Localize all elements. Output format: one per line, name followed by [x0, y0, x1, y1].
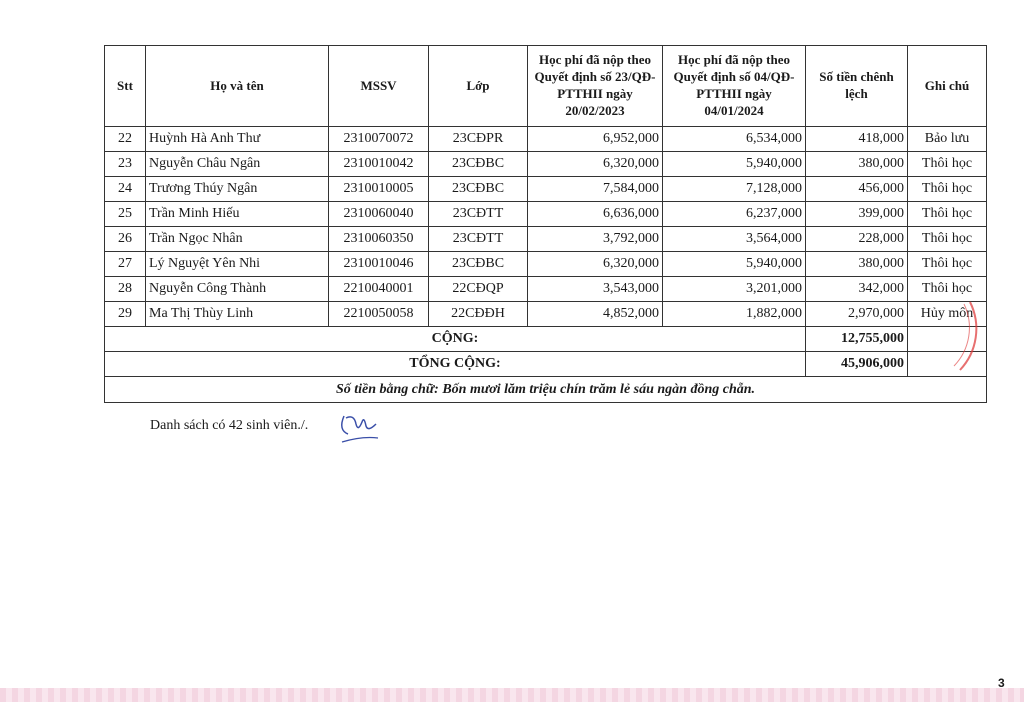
- table-cell: Thôi học: [908, 252, 987, 277]
- table-cell: 2310010042: [329, 152, 429, 177]
- subtotal-value: 12,755,000: [806, 327, 908, 352]
- table-cell: Trương Thúy Ngân: [146, 177, 329, 202]
- column-header: Học phí đã nộp theo Quyết định số 04/QĐ-PTTHII ngày 04/01/2024: [663, 46, 806, 127]
- table-cell: Ma Thị Thùy Linh: [146, 302, 329, 327]
- in-words-row: [105, 377, 987, 403]
- table-cell: 2310060040: [329, 202, 429, 227]
- subtotal-row: [105, 327, 987, 352]
- table-row: [105, 177, 987, 202]
- table-cell: 22CĐQP: [429, 277, 528, 302]
- table-cell: 3,543,000: [528, 277, 663, 302]
- page-number: 3: [998, 676, 1005, 690]
- table-cell: Nguyễn Châu Ngân: [146, 152, 329, 177]
- table-row: [105, 302, 987, 327]
- table-cell: 4,852,000: [528, 302, 663, 327]
- red-stamp-icon: [910, 300, 980, 380]
- table-cell: 27: [105, 252, 146, 277]
- column-header: Ghi chú: [908, 46, 987, 127]
- table-cell: 23CĐTT: [429, 202, 528, 227]
- table-cell: Thôi học: [908, 152, 987, 177]
- table-cell: 23CĐTT: [429, 227, 528, 252]
- total-label: TỔNG CỘNG:: [105, 352, 806, 377]
- table-cell: 5,940,000: [663, 252, 806, 277]
- table-cell: 6,952,000: [528, 127, 663, 152]
- table-cell: 2210040001: [329, 277, 429, 302]
- table-cell: 418,000: [806, 127, 908, 152]
- table-cell: 26: [105, 227, 146, 252]
- column-header: Số tiền chênh lệch: [806, 46, 908, 127]
- table-cell: Lý Nguyệt Yên Nhi: [146, 252, 329, 277]
- table-cell: 6,320,000: [528, 152, 663, 177]
- total-row: [105, 352, 987, 377]
- column-header: Lớp: [429, 46, 528, 127]
- table-cell: 3,201,000: [663, 277, 806, 302]
- subtotal-label: CỘNG:: [105, 327, 806, 352]
- table-cell: 380,000: [806, 252, 908, 277]
- table-cell: 22CĐĐH: [429, 302, 528, 327]
- table-cell: 3,564,000: [663, 227, 806, 252]
- table-cell: 22: [105, 127, 146, 152]
- table-row: [105, 227, 987, 252]
- column-header: Stt: [105, 46, 146, 127]
- column-header: Học phí đã nộp theo Quyết định số 23/QĐ-PTTHII ngày 20/02/2023: [528, 46, 663, 127]
- table-cell: 2310070072: [329, 127, 429, 152]
- table-cell: Huỳnh Hà Anh Thư: [146, 127, 329, 152]
- table-cell: 5,940,000: [663, 152, 806, 177]
- footer-band: [0, 688, 1024, 702]
- table-cell: 29: [105, 302, 146, 327]
- student-count-note: Danh sách có 42 sinh viên./.: [150, 418, 309, 433]
- table-cell: 6,636,000: [528, 202, 663, 227]
- table-row: [105, 127, 987, 152]
- table-cell: 25: [105, 202, 146, 227]
- table-row: [105, 152, 987, 177]
- column-header: Họ và tên: [146, 46, 329, 127]
- table-row: [105, 252, 987, 277]
- table-cell: Thôi học: [908, 277, 987, 302]
- fee-difference-table: [104, 45, 987, 403]
- table-header: [105, 46, 987, 127]
- table-cell: Trần Minh Hiếu: [146, 202, 329, 227]
- total-value: 45,906,000: [806, 352, 908, 377]
- table-cell: 23CĐBC: [429, 252, 528, 277]
- table-cell: 23CĐPR: [429, 127, 528, 152]
- table-cell: 2310010005: [329, 177, 429, 202]
- column-header: MSSV: [329, 46, 429, 127]
- table-cell: 342,000: [806, 277, 908, 302]
- table-cell: 6,534,000: [663, 127, 806, 152]
- table-cell: 456,000: [806, 177, 908, 202]
- table-cell: 7,128,000: [663, 177, 806, 202]
- table-cell: 2,970,000: [806, 302, 908, 327]
- table-cell: Nguyễn Công Thành: [146, 277, 329, 302]
- table-cell: Bảo lưu: [908, 127, 987, 152]
- table-cell: 6,237,000: [663, 202, 806, 227]
- amount-in-words: Số tiền bằng chữ: Bốn mươi lăm triệu chín trăm lẻ sáu ngàn đồng chẵn.: [105, 377, 987, 403]
- table-cell: 228,000: [806, 227, 908, 252]
- table-cell: 24: [105, 177, 146, 202]
- table-cell: 2310010046: [329, 252, 429, 277]
- table-row: [105, 277, 987, 302]
- table-cell: Thôi học: [908, 177, 987, 202]
- signature-icon: [336, 408, 386, 448]
- table-cell: 23: [105, 152, 146, 177]
- table-cell: 399,000: [806, 202, 908, 227]
- table-cell: 23CĐBC: [429, 152, 528, 177]
- table-cell: 2310060350: [329, 227, 429, 252]
- table-cell: 1,882,000: [663, 302, 806, 327]
- table-cell: Trần Ngọc Nhân: [146, 227, 329, 252]
- table-cell: 2210050058: [329, 302, 429, 327]
- table-row: [105, 202, 987, 227]
- table-cell: 380,000: [806, 152, 908, 177]
- table-cell: Thôi học: [908, 227, 987, 252]
- table-cell: 28: [105, 277, 146, 302]
- table-cell: 6,320,000: [528, 252, 663, 277]
- table-cell: Thôi học: [908, 202, 987, 227]
- table-cell: Hủy môn: [908, 302, 987, 327]
- table-cell: 3,792,000: [528, 227, 663, 252]
- table-cell: 7,584,000: [528, 177, 663, 202]
- table-cell: 23CĐBC: [429, 177, 528, 202]
